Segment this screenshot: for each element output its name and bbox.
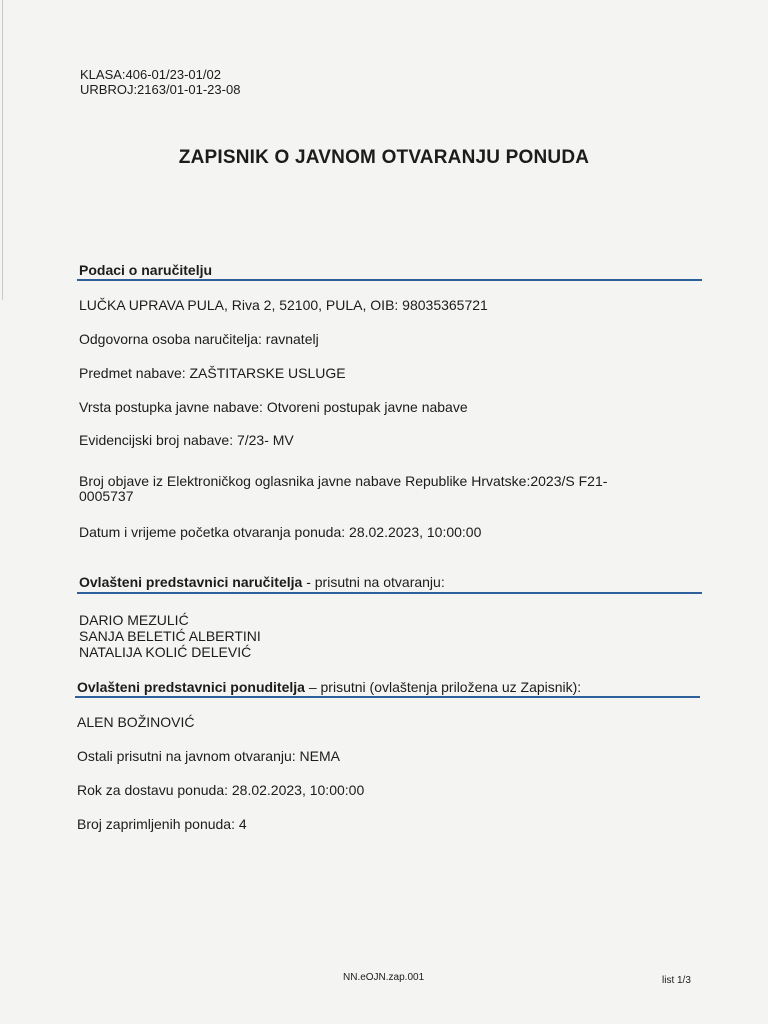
predmet-nabave: Predmet nabave: ZAŠTITARSKE USLUGE [79,365,346,381]
section-rule [77,279,702,281]
heading-suffix: - prisutni na otvaranju: [302,574,445,590]
urbroj: URBROJ:2163/01-01-23-08 [80,82,241,97]
narucitelj-address: LUČKA UPRAVA PULA, Riva 2, 52100, PULA, OIB: 98035365721 [79,297,488,313]
section-heading-predstavnici-ponuditelja [77,679,581,695]
section-heading-predstavnici-narucitelja [79,574,445,590]
form-code: NN.eOJN.zap.001 [343,972,425,983]
vrsta-postupka: Vrsta postupka javne nabave: Otvoreni postupak javne nabave [79,399,468,415]
broj-objave-line1: Broj objave iz Elektroničkog oglasnika javne nabave Republike Hrvatske:2023/S F21- [79,473,608,489]
narucitelj-representative: NATALIJA KOLIĆ DELEVIĆ [79,644,252,660]
datum-pocetka: Datum i vrijeme početka otvaranja ponuda: 28.02.2023, 10:00:00 [79,524,482,540]
rok-dostave: Rok za dostavu ponuda: 28.02.2023, 10:00:00 [77,782,365,798]
section-rule [77,592,702,594]
page-title: ZAPISNIK O JAVNOM OTVARANJU PONUDA [178,147,590,168]
odgovorna-osoba: Odgovorna osoba naručitelja: ravnatelj [79,331,319,347]
heading-bold: Ovlašteni predstavnici ponuditelja [77,679,305,695]
klasa: KLASA:406-01/23-01/02 [80,67,221,82]
heading-bold: Ovlašteni predstavnici naručitelja [79,574,303,590]
ostali-prisutni: Ostali prisutni na javnom otvaranju: NEMA [77,748,340,764]
broj-objave-line2: 0005737 [79,488,134,504]
evidencijski-broj: Evidencijski broj nabave: 7/23- MV [79,432,294,448]
page-number: list 1/3 [662,975,691,986]
section-heading-narucitelj: Podaci o naručitelju [79,262,213,278]
narucitelj-representative: SANJA BELETIĆ ALBERTINI [79,628,261,644]
ponuditelj-representative: ALEN BOŽINOVIĆ [77,714,195,730]
broj-ponuda: Broj zaprimljenih ponuda: 4 [77,816,247,832]
heading-suffix: – prisutni (ovlaštenja priložena uz Zapisnik): [304,679,582,695]
section-rule [75,696,700,698]
narucitelj-representative: DARIO MEZULIĆ [79,612,189,628]
